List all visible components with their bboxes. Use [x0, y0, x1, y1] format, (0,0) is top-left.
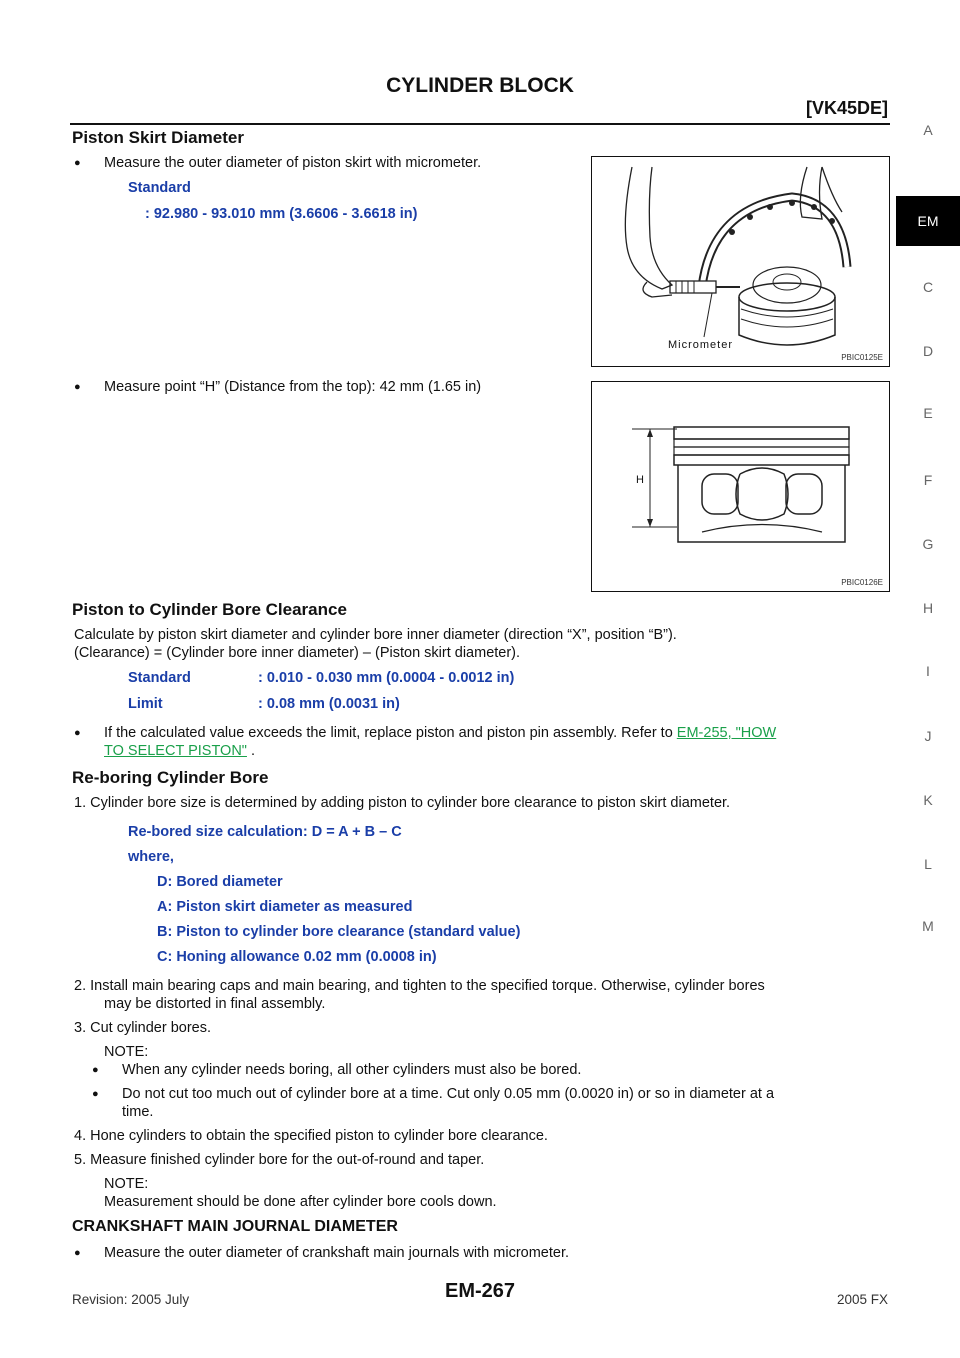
step-3: 3. Cut cylinder bores. [74, 1020, 212, 1036]
skirt-standard-value: : 92.980 - 93.010 mm (3.6606 - 3.6618 in) [145, 206, 418, 222]
clearance-limit-label: Limit [128, 696, 163, 712]
step-5: 5. Measure finished cylinder bore for the out-of-round and taper. [74, 1152, 485, 1168]
clearance-line-1: Calculate by piston skirt diameter and cylinder bore inner diameter (direction “X”, position “B”). [74, 627, 677, 643]
tab-f[interactable]: F [923, 472, 933, 488]
reboring-b: B: Piston to cylinder bore clearance (standard value) [157, 924, 521, 940]
figure-code-1: PBIC0125E [841, 353, 883, 362]
reboring-calc: Re-bored size calculation: D = A + B – C [128, 824, 402, 840]
exceeds-limit-text: If the calculated value exceeds the limit, replace piston and piston pin assembly. Refer to [104, 725, 673, 741]
reboring-a: A: Piston skirt diameter as measured [157, 899, 413, 915]
skirt-standard-label: Standard [128, 180, 191, 196]
tab-m[interactable]: M [922, 918, 934, 934]
reboring-d: D: Bored diameter [157, 874, 283, 890]
bullet-crankshaft-measure: ● Measure the outer diameter of crankshaft main journals with micrometer. [104, 1244, 569, 1262]
note-bullet-1: ● When any cylinder needs boring, all other cylinders must also be bored. [122, 1061, 581, 1079]
note-label-2: NOTE: [104, 1176, 149, 1192]
tab-d[interactable]: D [922, 343, 934, 359]
tab-l[interactable]: L [924, 856, 932, 872]
note-label-1: NOTE: [104, 1044, 149, 1060]
tab-j[interactable]: J [924, 728, 932, 744]
note-bullet-2-line-1: ● Do not cut too much out of cylinder bore at a time. Cut only 0.05 mm (0.0020 in) or so in diameter at a [122, 1085, 774, 1103]
tab-c[interactable]: C [922, 279, 934, 295]
tab-em[interactable]: EM [896, 196, 960, 246]
figure-code-2: PBIC0126E [841, 578, 883, 587]
step-2-line-1: 2. Install main bearing caps and main bearing, and tighten to the specified torque. Otherwise, cylinder bores [74, 978, 765, 994]
micrometer-label: Micrometer [668, 339, 734, 351]
note-bullet-2-line-2: time. [122, 1104, 154, 1120]
heading-piston-bore-clearance: Piston to Cylinder Bore Clearance [72, 600, 347, 619]
footer-revision: Revision: 2005 July [72, 1292, 190, 1307]
link-how-to-select-piston-1[interactable]: EM-255, "HOW [676, 725, 777, 741]
tab-e[interactable]: E [923, 405, 933, 421]
note-cool-down: Measurement should be done after cylinder bore cools down. [104, 1194, 497, 1210]
tab-a[interactable]: A [923, 122, 933, 138]
figure-micrometer [591, 156, 890, 367]
micrometer-illustration [592, 157, 889, 366]
clearance-limit-value: : 0.08 mm (0.0031 in) [258, 696, 400, 712]
bullet-measure-point-h: ● Measure point “H” (Distance from the top): 42 mm (1.65 in) [104, 378, 481, 396]
tab-g[interactable]: G [922, 536, 934, 552]
step-1: 1. Cylinder bore size is determined by adding piston to cylinder bore clearance to piston skirt diameter. [74, 795, 731, 811]
page-subtitle: [VK45DE] [805, 98, 888, 118]
link-tail: . [246, 743, 256, 759]
tab-h[interactable]: H [922, 600, 934, 616]
dimension-h-label: H [636, 474, 644, 486]
figure-piston-h [591, 381, 890, 592]
clearance-line-2: (Clearance) = (Cylinder bore inner diameter) – (Piston skirt diameter). [74, 645, 521, 661]
heading-piston-skirt-diameter: Piston Skirt Diameter [72, 128, 244, 147]
reboring-c: C: Honing allowance 0.02 mm (0.0008 in) [157, 949, 437, 965]
page-title: CYLINDER BLOCK [386, 74, 574, 97]
page-number: EM-267 [444, 1280, 516, 1302]
bullet-measure-skirt: ● Measure the outer diameter of piston skirt with micrometer. [104, 154, 481, 172]
reboring-where: where, [128, 849, 174, 865]
bullet-exceeds-limit [104, 724, 894, 760]
header-rule [70, 123, 890, 125]
clearance-standard-value: : 0.010 - 0.030 mm (0.0004 - 0.0012 in) [258, 670, 515, 686]
tab-i[interactable]: I [926, 663, 930, 679]
footer-model: 2005 FX [836, 1292, 888, 1307]
piston-illustration [592, 382, 889, 591]
step-2-line-2: may be distorted in final assembly. [104, 996, 326, 1012]
clearance-standard-label: Standard [128, 670, 191, 686]
heading-reboring: Re-boring Cylinder Bore [72, 768, 269, 787]
link-how-to-select-piston-2[interactable]: TO SELECT PISTON" [104, 743, 247, 759]
step-4: 4. Hone cylinders to obtain the specified piston to cylinder bore clearance. [74, 1128, 548, 1144]
tab-k[interactable]: K [923, 792, 933, 808]
heading-crankshaft-journal: CRANKSHAFT MAIN JOURNAL DIAMETER [72, 1218, 398, 1235]
